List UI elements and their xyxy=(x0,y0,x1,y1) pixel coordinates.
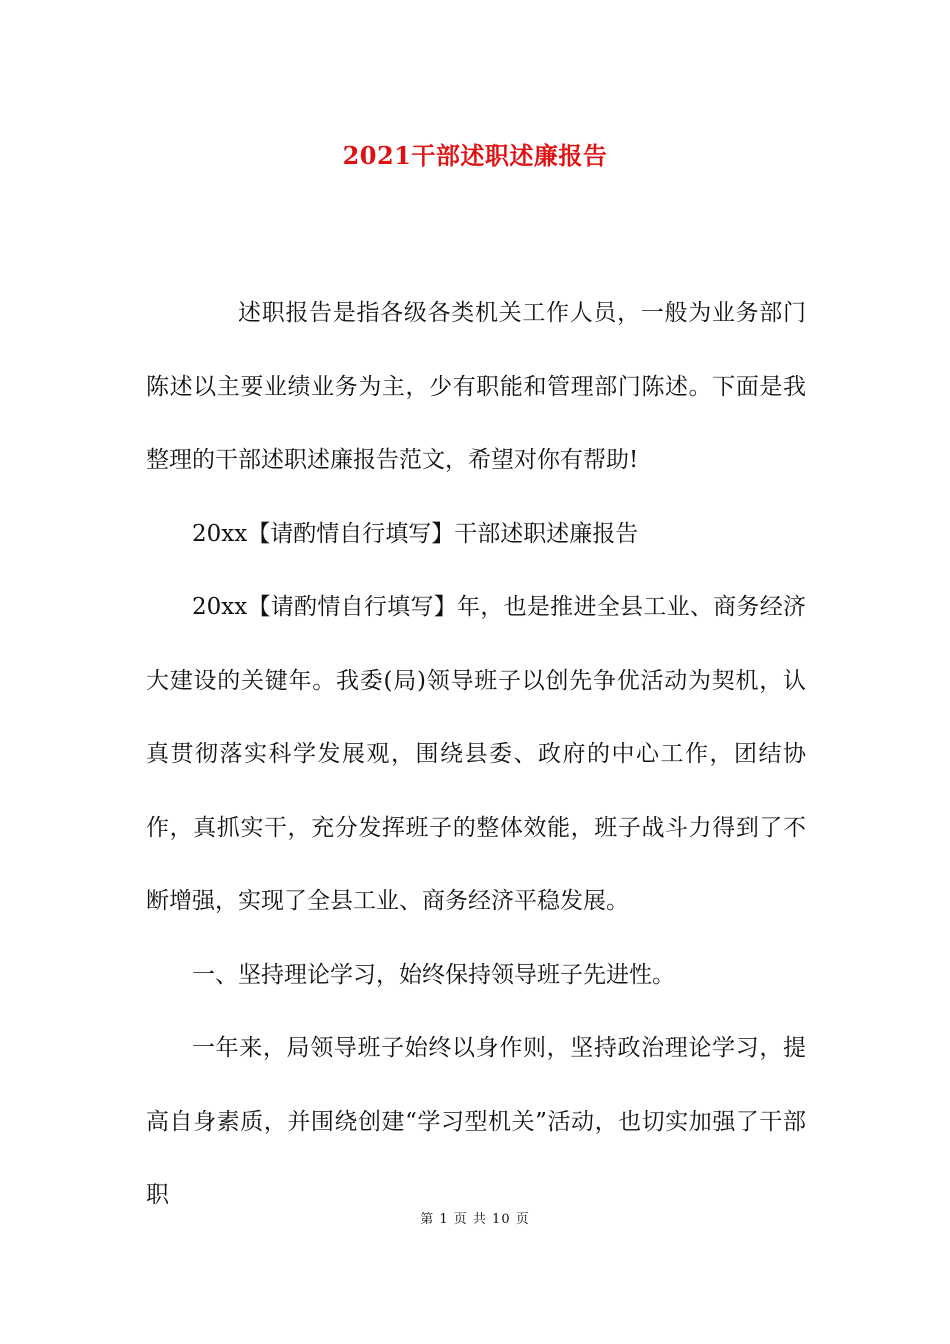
report-heading: 20xx【请酌情自行填写】干部述职述廉报告 xyxy=(192,520,639,547)
document-title: 2021干部述职述廉报告 xyxy=(342,141,608,170)
intro-paragraph: 述职报告是指各级各类机关工作人员，一般为业务部门陈述以主要业绩业务为主，少有职能和管理部门陈述。下面是我整理的干部述职述廉报告范文，希望对你有帮助! xyxy=(146,300,806,473)
page-footer: 第 1 页 共 10 页 xyxy=(420,1212,530,1227)
section-paragraph: 一年来，局领导班子始终以身作则，坚持政治理论学习，提高自身素质，并围绕创建“学习型机关”活动，也切实加强了干部职 xyxy=(146,1035,806,1208)
section-heading: 一、坚持理论学习，始终保持领导班子先进性。 xyxy=(192,961,675,988)
document-body xyxy=(146,277,806,1233)
summary-paragraph: 20xx【请酌情自行填写】年，也是推进全县工业、商务经济大建设的关键年。我委(局)领导班子以创先争优活动为契机，认真贯彻落实科学发展观，围绕县委、政府的中心工作，团结协作，真抓实干，充分发挥班子的整体效能，班子战斗力得到了不断增强，实现了全县工业、商务经济平稳发展。 xyxy=(146,594,806,914)
